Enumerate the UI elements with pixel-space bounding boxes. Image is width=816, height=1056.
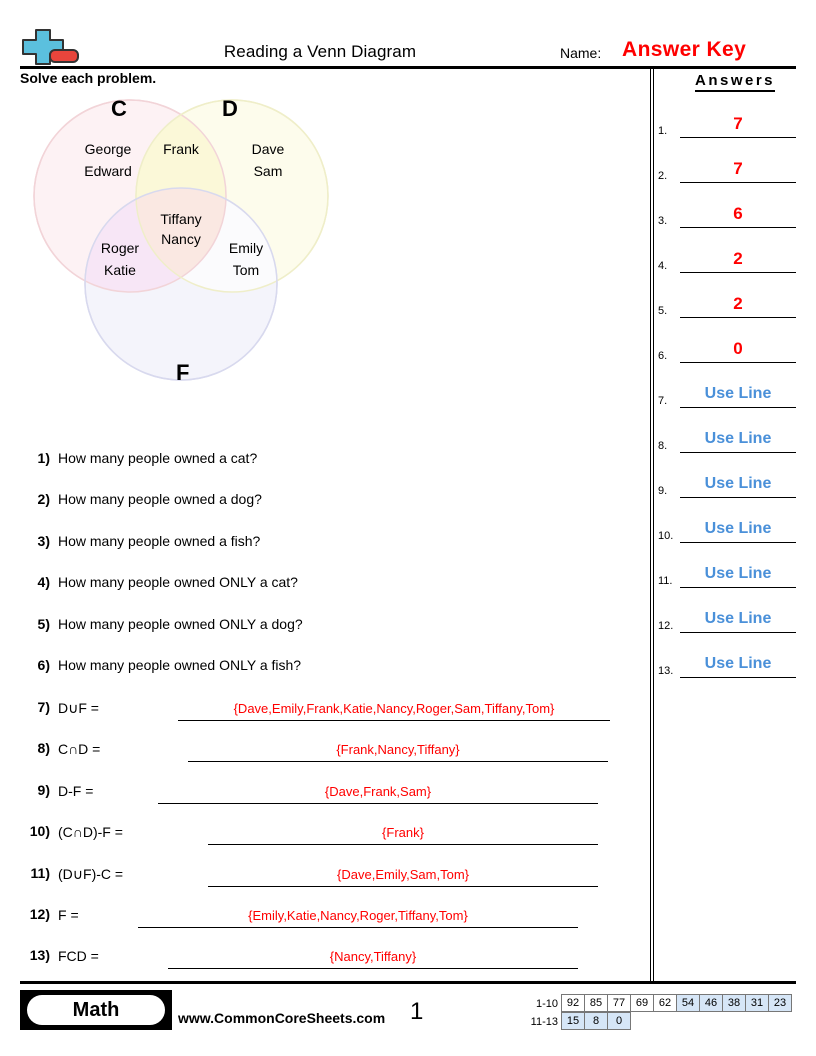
question-item: [20, 740, 640, 766]
venn-member-roger: Roger: [100, 240, 140, 256]
answer-row-value: 0: [733, 339, 743, 358]
question-answer-blank[interactable]: [188, 740, 608, 762]
answer-row-line[interactable]: [680, 606, 796, 633]
venn-member-sam: Sam: [253, 163, 283, 179]
question-item: [20, 947, 640, 973]
answer-row: [658, 558, 798, 588]
score-table-cell: 31: [745, 994, 769, 1012]
venn-member-tom: Tom: [232, 262, 260, 278]
score-table: [527, 995, 792, 1031]
answer-row-value: Use Line: [704, 610, 772, 627]
score-table-cell: 38: [722, 994, 746, 1012]
answer-row-value: 7: [733, 159, 743, 178]
answer-row: [658, 468, 798, 498]
question-answer-text: {Frank,Nancy,Tiffany}: [336, 742, 460, 757]
answer-row-line[interactable]: [680, 156, 796, 183]
question-expression: C∩D =: [58, 741, 101, 757]
question-expression: D∪F =: [58, 700, 99, 716]
score-table-cell: 23: [768, 994, 792, 1012]
answer-row-number: 4.: [658, 260, 668, 272]
answer-row-line[interactable]: [680, 201, 796, 228]
answer-row: [658, 333, 798, 363]
question-item: [20, 823, 640, 849]
answer-row: [658, 198, 798, 228]
question-text: How many people owned a cat?: [58, 450, 258, 466]
question-answer-text: {Frank}: [382, 825, 424, 840]
question-number: 12): [29, 906, 50, 922]
answer-row-number: 13.: [658, 665, 674, 677]
answer-row-number: 1.: [658, 125, 668, 137]
venn-member-dave: Dave: [251, 141, 285, 157]
answer-row-value: Use Line: [704, 565, 772, 582]
subject-badge-label: Math: [27, 995, 165, 1025]
answer-row: [658, 288, 798, 318]
answer-row-line[interactable]: [680, 381, 796, 408]
answer-row-value: Use Line: [704, 655, 772, 672]
score-table-cell: 15: [561, 1012, 585, 1030]
question-text: How many people owned ONLY a dog?: [58, 616, 303, 632]
question-item: [20, 491, 640, 517]
question-answer-text: {Emily,Katie,Nancy,Roger,Tiffany,Tom}: [248, 908, 468, 923]
question-number: 13): [29, 947, 50, 963]
answer-row: [658, 378, 798, 408]
question-number: 1): [37, 450, 50, 466]
question-number: 5): [37, 616, 50, 632]
venn-label-d: D: [222, 96, 238, 121]
answer-row-line[interactable]: [680, 336, 796, 363]
footer-rule: [20, 981, 796, 984]
header-rule: [20, 66, 796, 69]
answer-row-value: 2: [733, 294, 743, 313]
answers-panel-divider: [650, 69, 654, 981]
answer-row-number: 3.: [658, 215, 668, 227]
answer-row-number: 11.: [658, 575, 673, 587]
answer-row-line[interactable]: [680, 516, 796, 543]
question-answer-blank[interactable]: [138, 906, 578, 928]
answer-row: [658, 108, 798, 138]
question-text: How many people owned ONLY a fish?: [58, 657, 302, 673]
question-answer-text: {Nancy,Tiffany}: [329, 949, 417, 964]
question-answer-blank[interactable]: [208, 865, 598, 887]
question-number: 4): [37, 574, 50, 590]
answer-row-line[interactable]: [680, 561, 796, 588]
score-table-cell: 8: [584, 1012, 608, 1030]
score-table-cell: 62: [653, 994, 677, 1012]
answer-row-line[interactable]: [680, 291, 796, 318]
answer-row-line[interactable]: [680, 471, 796, 498]
subject-badge: [20, 990, 172, 1030]
score-table-cell: 46: [699, 994, 723, 1012]
question-answer-blank[interactable]: [208, 823, 598, 845]
question-text: How many people owned ONLY a cat?: [58, 574, 298, 590]
question-item: [20, 782, 640, 808]
answer-row-number: 10.: [658, 530, 674, 542]
answer-row-number: 12.: [658, 620, 674, 632]
question-item: [20, 906, 640, 932]
page-title: Reading a Venn Diagram: [223, 42, 417, 61]
question-item: [20, 450, 640, 476]
score-table-cell: 77: [607, 994, 631, 1012]
question-text: How many people owned a dog?: [58, 491, 262, 507]
question-number: 10): [29, 823, 50, 839]
score-table-cell: 69: [630, 994, 654, 1012]
answer-row-value: 7: [733, 114, 743, 133]
question-number: 6): [37, 657, 50, 673]
question-number: 9): [37, 782, 50, 798]
question-item: [20, 657, 640, 683]
question-expression: FCD =: [58, 948, 99, 964]
answer-row-line[interactable]: [680, 651, 796, 678]
answer-row-value: Use Line: [704, 520, 772, 537]
answers-heading: [662, 72, 808, 91]
score-table-cell: 0: [607, 1012, 631, 1030]
score-table-cell: 54: [676, 994, 700, 1012]
venn-diagram: [18, 88, 348, 408]
answer-row: [658, 423, 798, 453]
venn-member-edward: Edward: [84, 163, 132, 179]
answer-row-value: Use Line: [704, 430, 772, 447]
score-table-cell: 92: [561, 994, 585, 1012]
answer-row-value: 2: [733, 249, 743, 268]
answer-row-line[interactable]: [680, 111, 796, 138]
venn-member-katie: Katie: [104, 262, 136, 278]
question-item: [20, 865, 640, 891]
question-number: 3): [37, 533, 50, 549]
question-answer-text: {Dave,Emily,Sam,Tom}: [337, 867, 469, 882]
answer-row-number: 2.: [658, 170, 668, 182]
answer-row-number: 8.: [658, 440, 668, 452]
instruction-text: Solve each problem.: [20, 70, 157, 86]
answer-row-number: 7.: [658, 395, 668, 407]
name-label: Name:: [560, 45, 602, 61]
answer-row-line[interactable]: [680, 426, 796, 453]
score-table-row-label: 1-10: [535, 998, 558, 1010]
score-table-row: [527, 1013, 792, 1031]
page-header: [0, 0, 816, 66]
venn-member-george: George: [84, 141, 132, 157]
answers-heading-text: Answers: [695, 72, 775, 92]
answer-row-line[interactable]: [680, 246, 796, 273]
question-expression: (D∪F)-C =: [58, 866, 124, 882]
answer-row-value: Use Line: [704, 475, 772, 492]
answer-row-number: 9.: [658, 485, 668, 497]
website-url: www.CommonCoreSheets.com: [178, 1010, 386, 1026]
question-expression: (C∩D)-F =: [58, 824, 123, 840]
question-item: [20, 616, 640, 642]
answer-row: [658, 153, 798, 183]
score-table-row: [527, 995, 792, 1013]
venn-member-nancy: Nancy: [161, 231, 201, 247]
question-expression: D-F =: [58, 783, 94, 799]
question-number: 11): [30, 865, 50, 881]
question-item: [20, 533, 640, 559]
question-answer-blank[interactable]: [168, 947, 578, 969]
score-table-cell: 85: [584, 994, 608, 1012]
question-answer-text: {Dave,Emily,Frank,Katie,Nancy,Roger,Sam,Tiffany,Tom}: [233, 701, 555, 716]
answer-row-number: 5.: [658, 305, 668, 317]
question-item: [20, 699, 640, 725]
answer-row: [658, 243, 798, 273]
question-text: How many people owned a fish?: [58, 533, 261, 549]
answer-key-stamp: Answer Key: [622, 38, 747, 61]
question-expression: F =: [58, 907, 79, 923]
venn-label-f: F: [176, 360, 190, 385]
answer-row: [658, 648, 798, 678]
venn-member-emily: Emily: [228, 240, 264, 256]
answer-row-value: Use Line: [704, 385, 772, 402]
question-answer-blank[interactable]: [158, 782, 598, 804]
answer-row-value: 6: [733, 204, 743, 223]
score-table-row-label: 11-13: [530, 1016, 558, 1028]
venn-member-tiffany: Tiffany: [160, 211, 202, 227]
page-number: 1: [410, 998, 424, 1025]
question-item: [20, 574, 640, 600]
question-number: 7): [37, 699, 50, 715]
question-number: 2): [37, 491, 50, 507]
question-number: 8): [37, 740, 50, 756]
question-answer-blank[interactable]: [178, 699, 610, 721]
question-answer-text: {Dave,Frank,Sam}: [324, 784, 432, 799]
answer-row-number: 6.: [658, 350, 668, 362]
venn-member-frank: Frank: [163, 141, 199, 157]
answer-row: [658, 603, 798, 633]
venn-label-c: C: [111, 96, 127, 121]
answer-row: [658, 513, 798, 543]
